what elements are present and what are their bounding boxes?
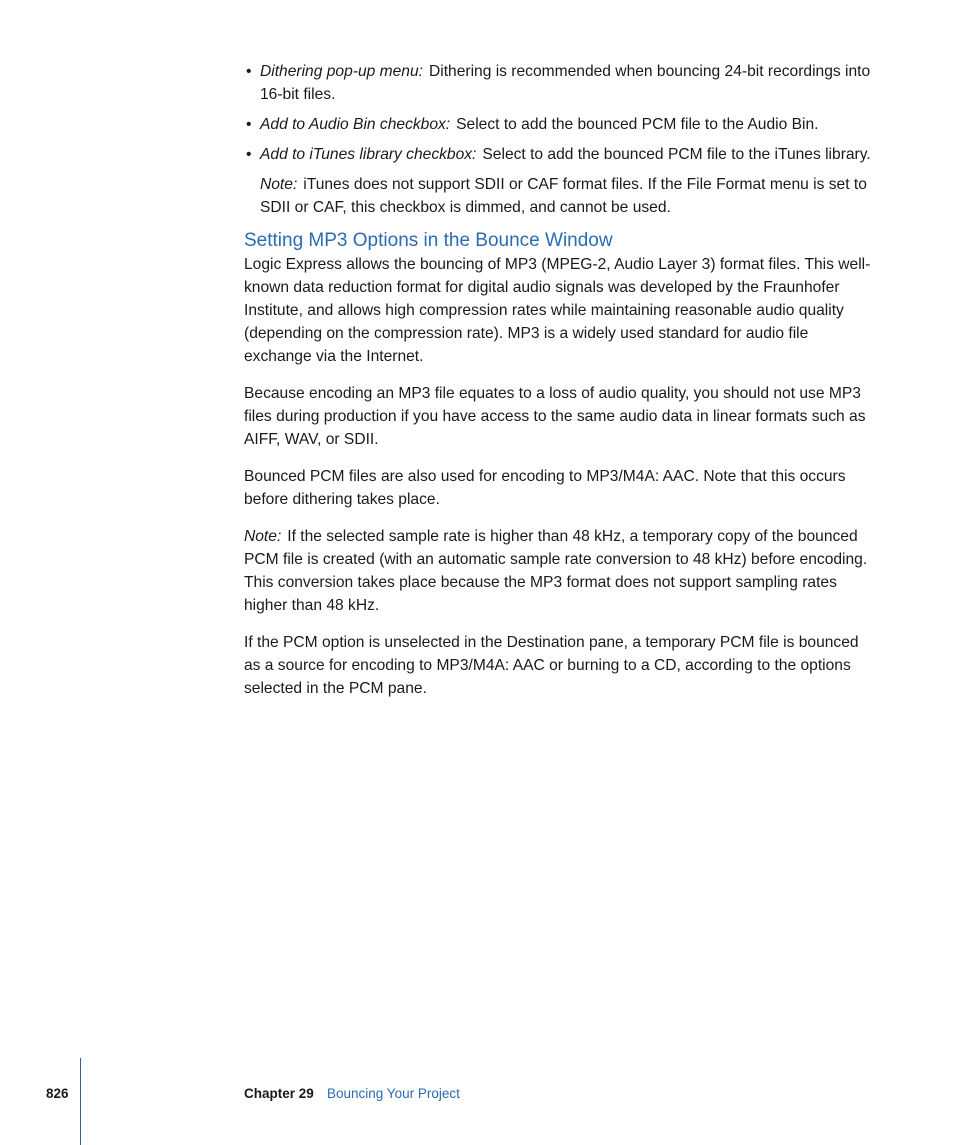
chapter-label: Chapter 29 bbox=[244, 1086, 314, 1101]
chapter-title: Bouncing Your Project bbox=[327, 1086, 460, 1101]
bullet-mark: • bbox=[246, 63, 252, 80]
note-label: Note: bbox=[260, 176, 298, 193]
bullet-mark: • bbox=[246, 146, 252, 163]
page-number: 826 bbox=[46, 1086, 69, 1101]
note-text: If the selected sample rate is higher than 48 kHz, a temporary copy of the bounced PCM file is created (with an automatic sample rate conversion to 48 kHz) before encoding. This conversion takes place because the MP3 format does not support sampling rates higher than 48 kHz. bbox=[244, 528, 868, 614]
note-text: iTunes does not support SDII or CAF format files. If the File Format menu is set to SDII or CAF, this checkbox is dimmed, and cannot be used. bbox=[260, 176, 867, 216]
footer-divider bbox=[80, 1058, 81, 1145]
page-content bbox=[244, 60, 876, 714]
paragraph: Bounced PCM files are also used for encoding to MP3/M4A: AAC. Note that this occurs before dithering takes place. bbox=[244, 468, 846, 508]
list-item-term: Add to iTunes library checkbox: bbox=[260, 146, 477, 163]
list-item-text: Select to add the bounced PCM file to the iTunes library. bbox=[482, 146, 871, 163]
list-note bbox=[244, 173, 876, 219]
note-label: Note: bbox=[244, 528, 282, 545]
list-item bbox=[244, 113, 876, 136]
bullet-mark: • bbox=[246, 116, 252, 133]
paragraph: Logic Express allows the bouncing of MP3 (MPEG-2, Audio Layer 3) format files. This well-known data reduction format for digital audio signals was developed by the Fraunhofer Institute, and allows high compression rates while maintaining reasonable audio quality (depending on the compression rate). MP3 is a widely used standard for audio file exchange via the Internet. bbox=[244, 256, 871, 365]
list-item-term: Dithering pop-up menu: bbox=[260, 63, 423, 80]
list-item bbox=[244, 60, 876, 106]
list-item-term: Add to Audio Bin checkbox: bbox=[260, 116, 451, 133]
list-item-text: Dithering is recommended when bouncing 24-bit recordings into 16-bit files. bbox=[260, 63, 871, 103]
section-heading: Setting MP3 Options in the Bounce Window bbox=[244, 230, 613, 251]
note-paragraph bbox=[244, 525, 876, 617]
paragraph: Because encoding an MP3 file equates to a loss of audio quality, you should not use MP3 files during production if you have access to the same audio data in linear formats such as AIFF, WAV, or SDII. bbox=[244, 385, 866, 448]
list-item-text: Select to add the bounced PCM file to the Audio Bin. bbox=[456, 116, 819, 133]
list-item bbox=[244, 143, 876, 166]
paragraph: If the PCM option is unselected in the Destination pane, a temporary PCM file is bounced as a source for encoding to MP3/M4A: AAC or burning to a CD, according to the options selected in the PCM pane. bbox=[244, 634, 859, 697]
